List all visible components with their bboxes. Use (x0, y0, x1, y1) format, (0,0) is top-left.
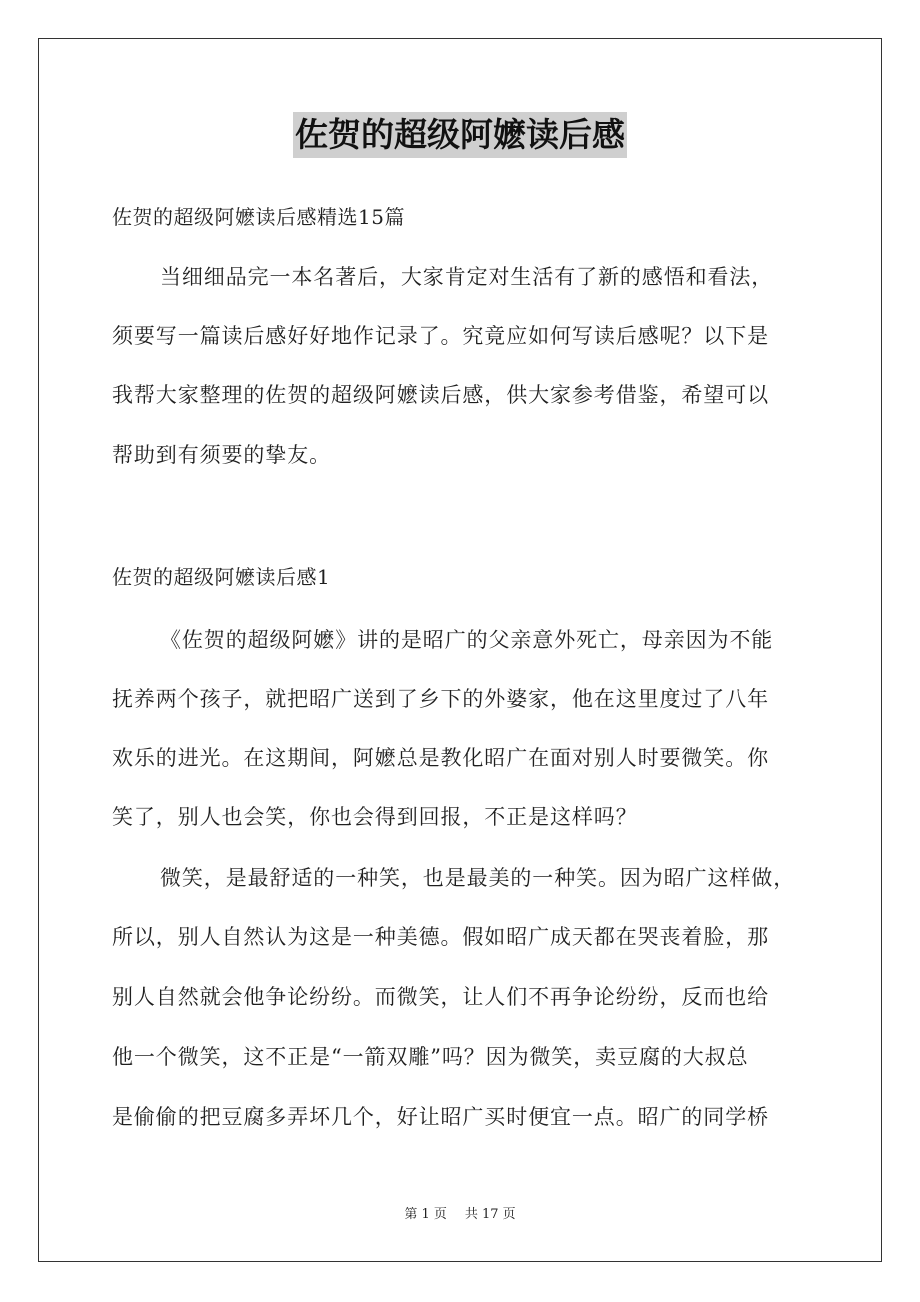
paragraph-line: 抚养两个孩子，就把昭广送到了乡下的外婆家，他在这里度过了八年 (112, 687, 769, 711)
title-container (0, 112, 920, 158)
paragraph-line: 欢乐的进光。在这期间，阿嬷总是教化昭广在面对别人时要微笑。你 (112, 746, 769, 770)
intro-line: 我帮大家整理的佐贺的超级阿嬷读后感，供大家参考借鉴，希望可以 (112, 383, 769, 407)
document-subtitle: 佐贺的超级阿嬷读后感精选15篇 (112, 205, 405, 229)
paragraph-line: 微笑，是最舒适的一种笑，也是最美的一种笑。因为昭广这样做， (160, 866, 796, 890)
paragraph-line: 所以，别人自然认为这是一种美德。假如昭广成天都在哭丧着脸，那 (112, 925, 769, 949)
page-number: 第 1 页 (404, 1207, 447, 1222)
paragraph-line: 他一个微笑，这不正是“一箭双雕”吗？因为微笑，卖豆腐的大叔总 (112, 1045, 749, 1069)
paragraph-line: 是偷偷的把豆腐多弄坏几个，好让昭广买时便宜一点。昭广的同学桥 (112, 1105, 769, 1129)
page-total: 共 17 页 (464, 1207, 516, 1222)
paragraph-line: 别人自然就会他争论纷纷。而微笑，让人们不再争论纷纷，反而也给 (112, 985, 769, 1009)
paragraph-line: 《佐贺的超级阿嬷》讲的是昭广的父亲意外死亡，母亲因为不能 (160, 628, 774, 652)
page-footer (0, 1206, 920, 1224)
paragraph-line: 笑了，别人也会笑，你也会得到回报，不正是这样吗？ (112, 805, 638, 829)
intro-line: 当细细品完一本名著后，大家肯定对生活有了新的感悟和看法， (160, 265, 774, 289)
intro-line: 须要写一篇读后感好好地作记录了。究竟应如何写读后感呢？以下是 (112, 324, 769, 348)
intro-line: 帮助到有须要的挚友。 (112, 443, 331, 467)
document-title: 佐贺的超级阿嬷读后感 (293, 112, 627, 158)
section-heading: 佐贺的超级阿嬷读后感1 (112, 565, 331, 589)
